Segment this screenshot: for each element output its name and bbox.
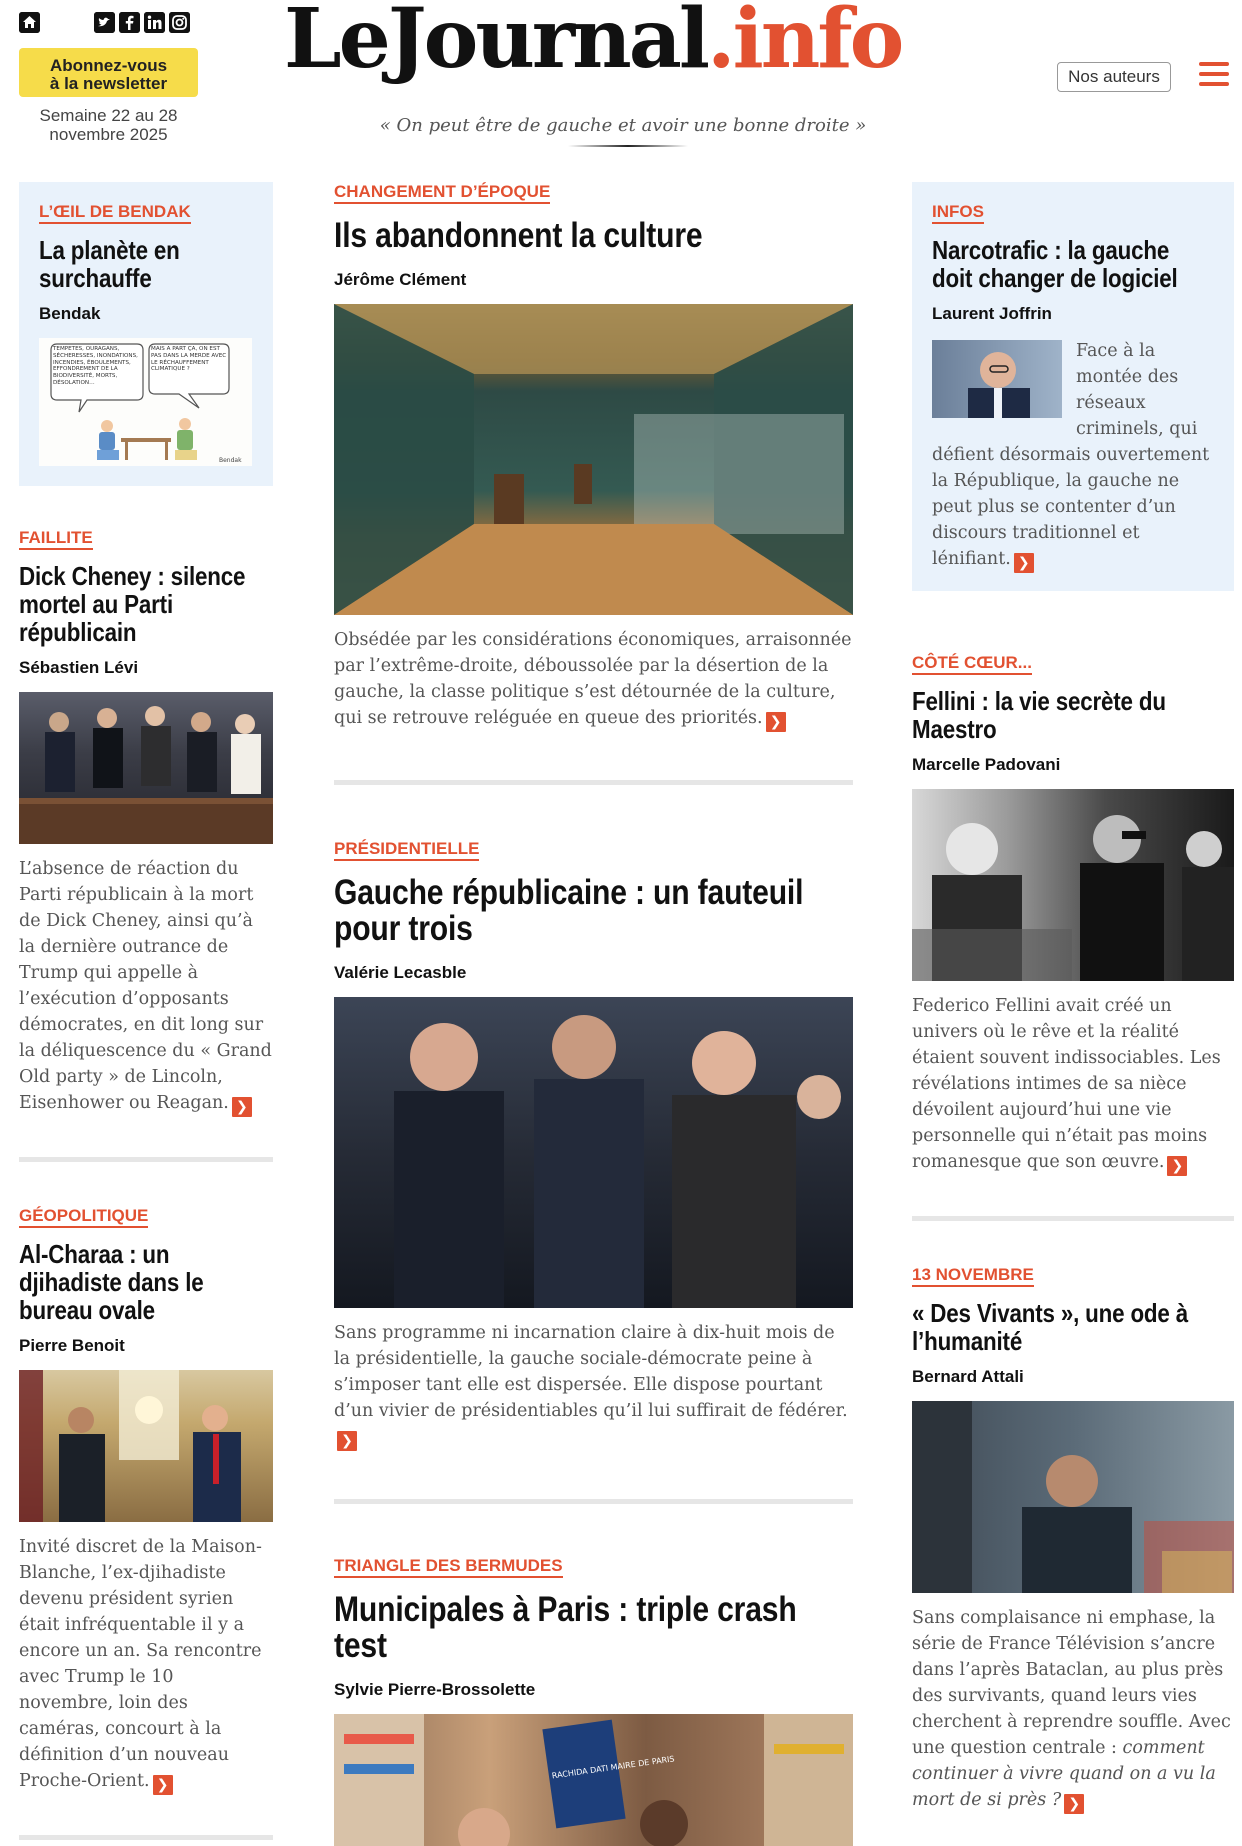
hamburger-icon[interactable] xyxy=(1199,62,1229,88)
read-more-arrow-icon[interactable]: ❯ xyxy=(1167,1156,1187,1176)
article-image[interactable] xyxy=(334,1714,853,1846)
twitter-icon[interactable] xyxy=(94,12,115,33)
separator xyxy=(912,1216,1234,1221)
excerpt-text: Invité discret de la Maison-Blanche, l’ex-djihadiste devenu président syrien était infréquentable il y a encore un an. Sa rencontre avec Trump le 10 novembre, loin des caméras, concourt à la définition d’un nouveau Proche-Orient. xyxy=(19,1537,262,1791)
left-column xyxy=(19,182,273,1846)
rubric[interactable]: CÔTÉ CŒUR... xyxy=(912,653,1032,675)
article-title[interactable]: Municipales à Paris : triple crash test xyxy=(334,1590,797,1665)
cartoon-signature: Bendak xyxy=(219,457,242,464)
rubric[interactable]: INFOS xyxy=(932,202,984,224)
article-image[interactable] xyxy=(19,692,273,844)
cartoon-image[interactable] xyxy=(39,338,252,466)
article-excerpt xyxy=(334,1320,853,1451)
article-card[interactable] xyxy=(334,182,853,732)
tagline: « On peut être de gauche et avoir une bonne droite » xyxy=(379,115,867,136)
article-author[interactable]: Valérie Lecasble xyxy=(334,963,467,982)
read-more-arrow-icon[interactable]: ❯ xyxy=(1064,1794,1084,1814)
instagram-icon[interactable] xyxy=(169,12,190,33)
article-title[interactable]: Gauche républicaine : un fauteuil pour trois xyxy=(334,873,804,948)
home-icon[interactable] xyxy=(19,12,40,33)
excerpt-text: Federico Fellini avait créé un univers où le rêve et la réalité étaient souvent indissociables. Les révélations intimes de sa nièce dévoilent aujourd’hui une vie personnelle qui n’était pas moins romanesque que son œuvre. xyxy=(912,996,1221,1172)
rubric[interactable]: TRIANGLE DES BERMUDES xyxy=(334,1556,563,1578)
right-column xyxy=(912,182,1234,1846)
week-label: Semaine 22 au 28 novembre 2025 xyxy=(39,106,178,144)
infos-box[interactable] xyxy=(912,182,1234,591)
article-image[interactable] xyxy=(912,789,1234,981)
article-author[interactable]: Pierre Benoit xyxy=(19,1336,125,1355)
poster-text: RACHIDA DATI MAIRE DE PARIS xyxy=(551,1754,676,1781)
article-card[interactable] xyxy=(19,1206,273,1795)
rubric[interactable]: FAILLITE xyxy=(19,528,93,550)
rubric[interactable]: PRÉSIDENTIELLE xyxy=(334,839,479,861)
read-more-arrow-icon[interactable]: ❯ xyxy=(1014,553,1034,573)
article-title[interactable]: Narcotrafic : la gauche doit changer de logiciel xyxy=(932,235,1178,293)
article-author[interactable]: Marcelle Padovani xyxy=(912,755,1061,774)
article-author[interactable]: Bendak xyxy=(39,304,101,323)
excerpt-text: Obsédée par les considérations économiques, arraisonnée par l’extrême-droite, déboussolée par la désertion de la gauche, la classe politique s’est détournée de la culture, qui se retrouve reléguée en queue des priorités. xyxy=(334,630,852,728)
article-title[interactable]: Dick Cheney : silence mortel au Parti républicain xyxy=(19,561,246,647)
article-author[interactable]: Sylvie Pierre-Brossolette xyxy=(334,1680,536,1699)
center-column xyxy=(334,182,853,1846)
article-excerpt xyxy=(19,1534,273,1795)
article-excerpt xyxy=(912,1605,1234,1814)
article-excerpt xyxy=(19,856,273,1117)
bendak-box[interactable] xyxy=(19,182,273,486)
excerpt-text: Sans programme ni incarnation claire à dix-huit mois de la présidentielle, la gauche sociale-démocrate peine à s’imposer tant elle est dispersée. Elle dispose pourtant d’un vivier de présidentiables qu’il lui suffirait de fédérer. xyxy=(334,1323,848,1421)
article-excerpt xyxy=(334,627,853,732)
article-image[interactable] xyxy=(912,1401,1234,1593)
article-card[interactable] xyxy=(334,839,853,1451)
rubric[interactable]: CHANGEMENT D’ÉPOQUE xyxy=(334,182,550,204)
article-author[interactable]: Laurent Joffrin xyxy=(932,304,1052,323)
article-excerpt xyxy=(912,993,1234,1176)
excerpt-italic: comment continuer à vivre quand on a vu la mort de si près ? xyxy=(912,1738,1216,1810)
rubric[interactable]: 13 NOVEMBRE xyxy=(912,1265,1034,1287)
logo-main: LeJournal xyxy=(284,0,708,87)
read-more-arrow-icon[interactable]: ❯ xyxy=(766,712,786,732)
article-card[interactable] xyxy=(912,1265,1234,1814)
article-card[interactable] xyxy=(19,528,273,1117)
linkedin-icon[interactable] xyxy=(144,12,165,33)
article-title[interactable]: Al-Charaa : un djihadiste dans le bureau ovale xyxy=(19,1239,204,1325)
rubric[interactable]: L’ŒIL DE BENDAK xyxy=(39,202,191,224)
newsletter-button[interactable]: Abonnez-vous à la newsletter xyxy=(19,48,198,97)
separator xyxy=(334,780,853,785)
article-title[interactable]: Fellini : la vie secrète du Maestro xyxy=(912,686,1166,744)
excerpt-text: L’absence de réaction du Parti républicain à la mort de Dick Cheney, ainsi qu’à la dernière outrance de Trump qui appelle à l’exécution d’opposants démocrates, en dit long sur la déliquescence du « Grand Old party » de Lincoln, Eisenhower ou Reagan. xyxy=(19,859,272,1113)
separator xyxy=(19,1835,273,1840)
read-more-arrow-icon[interactable]: ❯ xyxy=(153,1775,173,1795)
read-more-arrow-icon[interactable]: ❯ xyxy=(232,1097,252,1117)
separator xyxy=(334,1499,853,1504)
article-image[interactable] xyxy=(334,304,853,615)
article-image[interactable] xyxy=(334,997,853,1308)
article-title[interactable]: Ils abandonnent la culture xyxy=(334,216,703,255)
read-more-arrow-icon[interactable]: ❯ xyxy=(337,1431,357,1451)
article-card[interactable] xyxy=(912,653,1234,1176)
excerpt-text: Sans complaisance ni emphase, la série de France Télévision s’ancre dans l’après Bataclan, au plus près des survivants, quand leurs vies cherchent à reprendre souffle. Avec une question centrale : xyxy=(912,1608,1231,1758)
article-author[interactable]: Jérôme Clément xyxy=(334,270,467,289)
logo-accent: .info xyxy=(707,0,902,87)
author-portrait[interactable] xyxy=(932,340,1062,418)
top-icons xyxy=(19,12,194,33)
article-title[interactable]: La planète en surchauffe xyxy=(39,235,180,293)
article-title[interactable]: « Des Vivants », une ode à l’humanité xyxy=(912,1298,1188,1356)
article-author[interactable]: Sébastien Lévi xyxy=(19,658,139,677)
separator xyxy=(19,1157,273,1162)
article-author[interactable]: Bernard Attali xyxy=(912,1367,1024,1386)
authors-button[interactable]: Nos auteurs xyxy=(1057,62,1171,92)
cartoon-bubble-1: TEMPÊTES, OURAGANS, SÉCHERESSES, INONDATIONS, INCENDIES, ÉBOULEMENTS, EFFONDREMENT DE LA BIODIVERSITÉ, MORTS, DÉSOLATION… xyxy=(53,346,138,386)
excerpt-text: Face à la montée des réseaux criminels, qui défient désormais ouvertement la République, la gauche ne peut plus se contenter d’un discours traditionnel et lénifiant. xyxy=(932,341,1210,569)
cartoon-bubble-2: MAIS À PART ÇA, ON EST PAS DANS LA MERDE AVEC LE RÉCHAUFFEMENT CLIMATIQUE ? xyxy=(151,346,227,373)
tagline-underline xyxy=(568,145,688,147)
rubric[interactable]: GÉOPOLITIQUE xyxy=(19,1206,148,1228)
article-excerpt xyxy=(932,338,1214,573)
site-logo[interactable] xyxy=(284,0,902,87)
facebook-icon[interactable] xyxy=(119,12,140,33)
article-image[interactable] xyxy=(19,1370,273,1522)
article-card[interactable] xyxy=(334,1556,853,1846)
